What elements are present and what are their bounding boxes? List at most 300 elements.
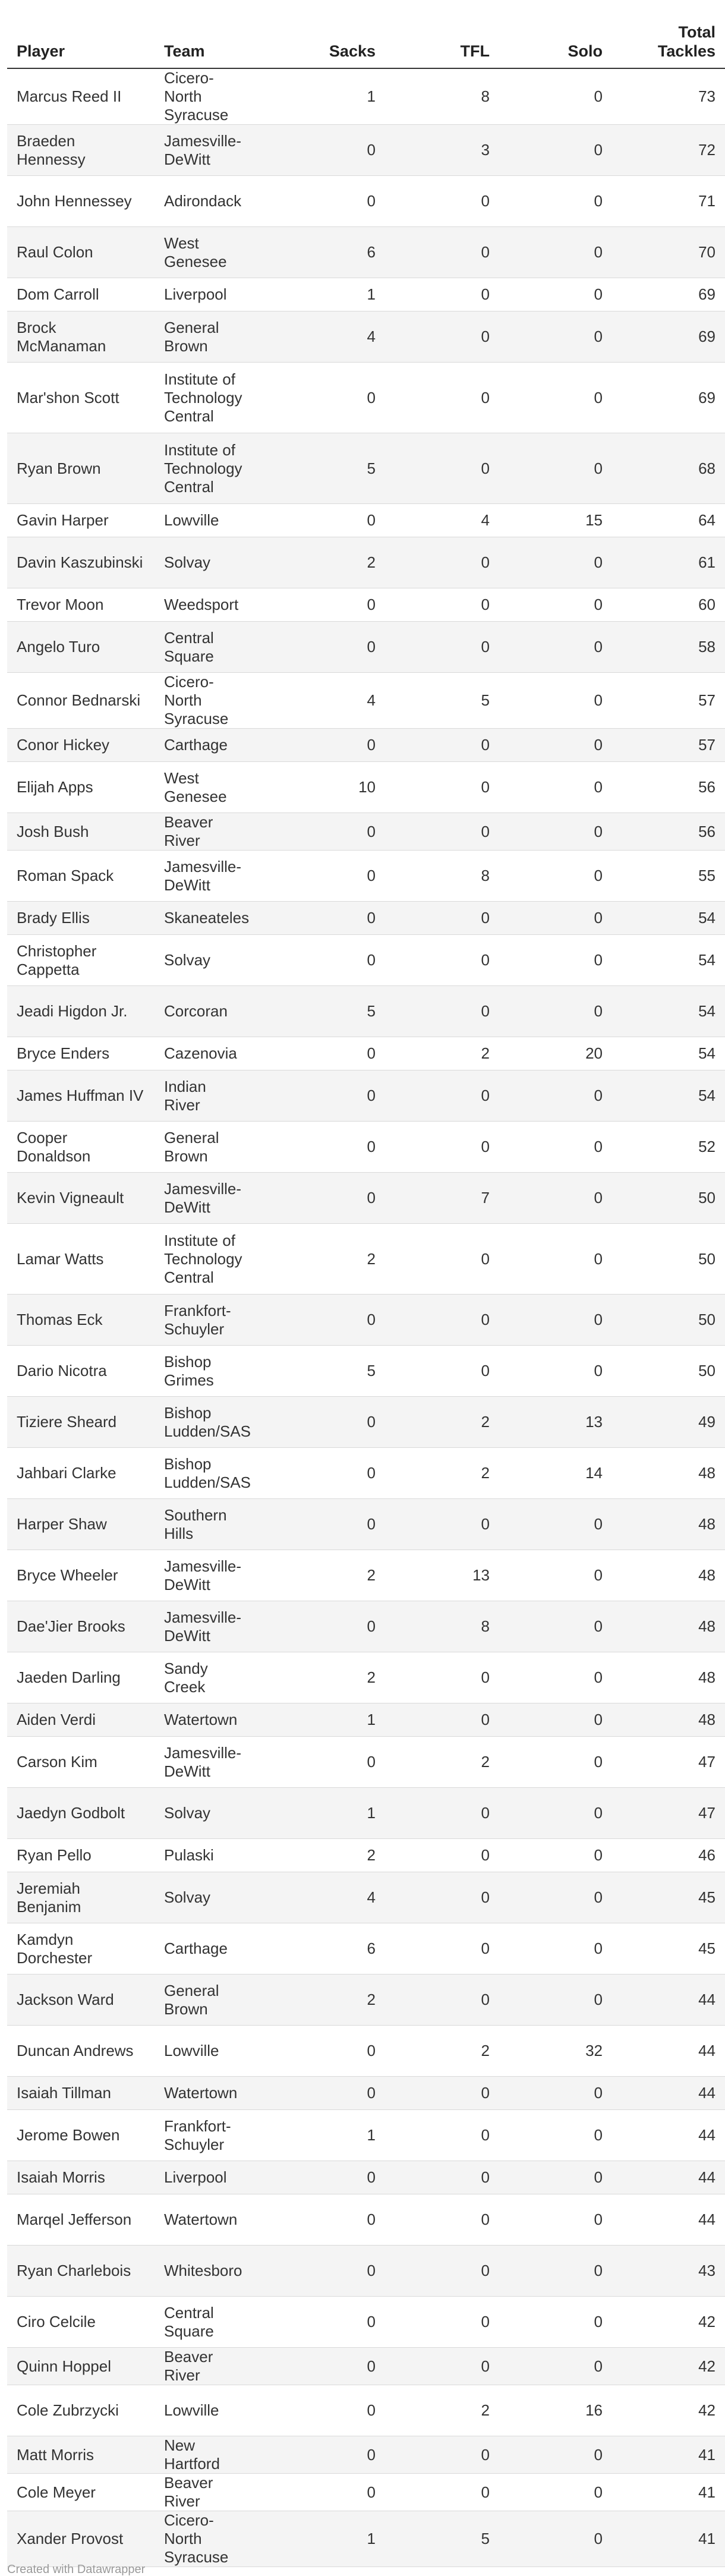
table-row (7, 1499, 725, 1550)
tfl-cell: 0 (385, 2077, 499, 2110)
sacks-cell: 2 (254, 1550, 385, 1601)
sacks-cell: 0 (254, 2077, 385, 2110)
player-cell: Lamar Watts (7, 1224, 155, 1295)
solo-cell: 0 (499, 2348, 612, 2385)
player-cell: Trevor Moon (7, 588, 155, 622)
total-tackles-cell: 72 (612, 125, 725, 176)
sacks-cell: 0 (254, 2297, 385, 2348)
sacks-cell: 2 (254, 1224, 385, 1295)
total-tackles-cell: 48 (612, 1601, 725, 1652)
total-tackles-cell: 55 (612, 851, 725, 902)
solo-cell: 0 (499, 1703, 612, 1737)
tfl-cell: 2 (385, 1037, 499, 1070)
tfl-cell: 0 (385, 2436, 499, 2474)
total-tackles-cell: 57 (612, 729, 725, 762)
sacks-cell: 6 (254, 227, 385, 278)
player-cell: Ciro Celcile (7, 2297, 155, 2348)
team-cell: Sandy Creek (155, 1652, 254, 1703)
team-cell: Jamesville-DeWitt (155, 1550, 254, 1601)
header-sacks[interactable]: Sacks (254, 0, 385, 68)
team-cell: Cicero-North Syracuse (155, 68, 254, 125)
solo-cell: 0 (499, 433, 612, 504)
tfl-cell: 8 (385, 851, 499, 902)
sacks-cell: 0 (254, 851, 385, 902)
tfl-cell: 2 (385, 1397, 499, 1448)
solo-cell: 0 (499, 729, 612, 762)
team-cell: Weedsport (155, 588, 254, 622)
solo-cell: 0 (499, 673, 612, 729)
tfl-cell: 0 (385, 902, 499, 935)
total-tackles-cell: 54 (612, 986, 725, 1037)
tfl-cell: 0 (385, 1070, 499, 1122)
team-cell: Frankfort-Schuyler (155, 2110, 254, 2161)
solo-cell: 0 (499, 813, 612, 851)
sacks-cell: 1 (254, 68, 385, 125)
player-cell: Jahbari Clarke (7, 1448, 155, 1499)
player-cell: Connor Bednarski (7, 673, 155, 729)
table-row (7, 1974, 725, 2026)
team-cell: Liverpool (155, 2161, 254, 2194)
total-tackles-cell: 56 (612, 762, 725, 813)
header-tfl[interactable]: TFL (385, 0, 499, 68)
table-row (7, 1346, 725, 1397)
total-tackles-cell: 48 (612, 1652, 725, 1703)
solo-cell: 0 (499, 1499, 612, 1550)
tfl-cell: 13 (385, 1550, 499, 1601)
team-cell: Watertown (155, 1703, 254, 1737)
table-row (7, 1923, 725, 1974)
table-row (7, 227, 725, 278)
table-row (7, 504, 725, 537)
team-cell: Skaneateles (155, 902, 254, 935)
header-player[interactable]: Player (7, 0, 155, 68)
team-cell: Beaver River (155, 2348, 254, 2385)
solo-cell: 0 (499, 851, 612, 902)
solo-cell: 0 (499, 902, 612, 935)
team-cell: Bishop Ludden/SAS (155, 1397, 254, 1448)
player-cell: Tiziere Sheard (7, 1397, 155, 1448)
solo-cell: 0 (499, 537, 612, 588)
player-cell: Jerome Bowen (7, 2110, 155, 2161)
player-cell: Ryan Charlebois (7, 2246, 155, 2297)
sacks-cell: 0 (254, 1397, 385, 1448)
table-row (7, 363, 725, 433)
total-tackles-cell: 57 (612, 673, 725, 729)
table-body (7, 68, 725, 2567)
player-cell: Jeadi Higdon Jr. (7, 986, 155, 1037)
sacks-cell: 6 (254, 1923, 385, 1974)
total-tackles-cell: 43 (612, 2246, 725, 2297)
player-cell: Jaeden Darling (7, 1652, 155, 1703)
sacks-cell: 0 (254, 2348, 385, 2385)
total-tackles-cell: 69 (612, 278, 725, 311)
table-row (7, 762, 725, 813)
tfl-cell: 0 (385, 935, 499, 986)
total-tackles-cell: 49 (612, 1397, 725, 1448)
team-cell: Bishop Grimes (155, 1346, 254, 1397)
table-row (7, 2511, 725, 2567)
table-row (7, 1397, 725, 1448)
team-cell: Solvay (155, 1872, 254, 1923)
sacks-cell: 5 (254, 433, 385, 504)
player-cell: Cooper Donaldson (7, 1122, 155, 1173)
table-row (7, 1070, 725, 1122)
table-row (7, 537, 725, 588)
solo-cell: 0 (499, 176, 612, 227)
sacks-cell: 0 (254, 1122, 385, 1173)
total-tackles-cell: 71 (612, 176, 725, 227)
header-total-tackles[interactable] (612, 0, 725, 68)
total-tackles-cell: 42 (612, 2385, 725, 2436)
solo-cell: 0 (499, 2194, 612, 2246)
table-row (7, 1224, 725, 1295)
player-cell: Marcus Reed II (7, 68, 155, 125)
team-cell: General Brown (155, 1974, 254, 2026)
total-tackles-cell: 54 (612, 902, 725, 935)
solo-cell: 0 (499, 2246, 612, 2297)
team-cell: Cicero-North Syracuse (155, 2511, 254, 2567)
stats-table-container (7, 0, 725, 2567)
team-cell: Cicero-North Syracuse (155, 673, 254, 729)
total-tackles-cell: 50 (612, 1346, 725, 1397)
player-cell: Bryce Enders (7, 1037, 155, 1070)
player-cell: Carson Kim (7, 1737, 155, 1788)
total-tackles-cell: 48 (612, 1550, 725, 1601)
tfl-cell: 0 (385, 311, 499, 363)
total-tackles-cell: 50 (612, 1224, 725, 1295)
solo-cell: 0 (499, 2110, 612, 2161)
solo-cell: 16 (499, 2385, 612, 2436)
header-team[interactable]: Team (155, 0, 254, 68)
tfl-cell: 0 (385, 2110, 499, 2161)
table-row (7, 2026, 725, 2077)
player-cell: Josh Bush (7, 813, 155, 851)
team-cell: Watertown (155, 2194, 254, 2246)
solo-cell: 0 (499, 227, 612, 278)
player-cell: Marqel Jefferson (7, 2194, 155, 2246)
solo-cell: 0 (499, 1652, 612, 1703)
sacks-cell: 0 (254, 813, 385, 851)
sacks-cell: 2 (254, 1652, 385, 1703)
player-cell: Dario Nicotra (7, 1346, 155, 1397)
tfl-cell: 0 (385, 1839, 499, 1872)
player-cell: Jaedyn Godbolt (7, 1788, 155, 1839)
sacks-cell: 1 (254, 1788, 385, 1839)
sacks-cell: 0 (254, 363, 385, 433)
table-row (7, 2194, 725, 2246)
total-tackles-cell: 48 (612, 1499, 725, 1550)
player-cell: Duncan Andrews (7, 2026, 155, 2077)
total-tackles-cell: 70 (612, 227, 725, 278)
total-tackles-cell: 54 (612, 1037, 725, 1070)
total-tackles-cell: 44 (612, 2026, 725, 2077)
player-cell: Davin Kaszubinski (7, 537, 155, 588)
solo-cell: 0 (499, 2161, 612, 2194)
tfl-cell: 0 (385, 363, 499, 433)
total-tackles-cell: 42 (612, 2348, 725, 2385)
tfl-cell: 0 (385, 176, 499, 227)
sacks-cell: 0 (254, 1173, 385, 1224)
solo-cell: 0 (499, 125, 612, 176)
total-tackles-cell: 47 (612, 1737, 725, 1788)
sacks-cell: 0 (254, 902, 385, 935)
player-cell: Harper Shaw (7, 1499, 155, 1550)
total-tackles-cell: 73 (612, 68, 725, 125)
table-row (7, 902, 725, 935)
table-row (7, 1737, 725, 1788)
total-tackles-cell: 50 (612, 1295, 725, 1346)
team-cell: Jamesville-DeWitt (155, 125, 254, 176)
table-row (7, 433, 725, 504)
table-row (7, 673, 725, 729)
tfl-cell: 0 (385, 622, 499, 673)
solo-cell: 0 (499, 1839, 612, 1872)
table-row (7, 1601, 725, 1652)
tfl-cell: 0 (385, 1788, 499, 1839)
solo-cell: 15 (499, 504, 612, 537)
total-tackles-cell: 69 (612, 363, 725, 433)
table-row (7, 2385, 725, 2436)
player-cell: Braeden Hennessy (7, 125, 155, 176)
tfl-cell: 8 (385, 1601, 499, 1652)
total-tackles-cell: 48 (612, 1703, 725, 1737)
solo-cell: 0 (499, 2511, 612, 2567)
table-row (7, 2077, 725, 2110)
sacks-cell: 0 (254, 1037, 385, 1070)
total-tackles-cell: 44 (612, 2194, 725, 2246)
solo-cell: 0 (499, 278, 612, 311)
total-tackles-cell: 44 (612, 2077, 725, 2110)
team-cell: Lowville (155, 504, 254, 537)
table-row (7, 2161, 725, 2194)
table-row (7, 2110, 725, 2161)
table-row (7, 2297, 725, 2348)
table-row (7, 68, 725, 125)
tfl-cell: 2 (385, 2026, 499, 2077)
player-cell: Ryan Brown (7, 433, 155, 504)
solo-cell: 0 (499, 1122, 612, 1173)
player-cell: Kamdyn Dorchester (7, 1923, 155, 1974)
tfl-cell: 0 (385, 588, 499, 622)
tfl-cell: 4 (385, 504, 499, 537)
table-row (7, 1122, 725, 1173)
team-cell: Carthage (155, 1923, 254, 1974)
team-cell: Watertown (155, 2077, 254, 2110)
team-cell: Central Square (155, 2297, 254, 2348)
sacks-cell: 0 (254, 1448, 385, 1499)
team-cell: Solvay (155, 537, 254, 588)
table-row (7, 2246, 725, 2297)
player-cell: Brady Ellis (7, 902, 155, 935)
sacks-cell: 0 (254, 176, 385, 227)
solo-cell: 0 (499, 1224, 612, 1295)
tfl-cell: 0 (385, 227, 499, 278)
team-cell: Frankfort-Schuyler (155, 1295, 254, 1346)
player-cell: Conor Hickey (7, 729, 155, 762)
solo-cell: 0 (499, 68, 612, 125)
sacks-cell: 0 (254, 2474, 385, 2511)
sacks-cell: 0 (254, 125, 385, 176)
sacks-cell: 0 (254, 1737, 385, 1788)
table-row (7, 278, 725, 311)
solo-cell: 0 (499, 363, 612, 433)
sacks-cell: 1 (254, 278, 385, 311)
total-tackles-cell: 48 (612, 1448, 725, 1499)
table-row (7, 125, 725, 176)
solo-cell: 0 (499, 311, 612, 363)
sacks-cell: 0 (254, 2246, 385, 2297)
table-row (7, 311, 725, 363)
sacks-cell: 4 (254, 1872, 385, 1923)
team-cell: Whitesboro (155, 2246, 254, 2297)
tfl-cell: 0 (385, 1923, 499, 1974)
team-cell: Lowville (155, 2026, 254, 2077)
sacks-cell: 1 (254, 2110, 385, 2161)
sacks-cell: 1 (254, 1703, 385, 1737)
sacks-cell: 2 (254, 537, 385, 588)
table-row (7, 176, 725, 227)
table-row (7, 813, 725, 851)
table-row (7, 2474, 725, 2511)
player-cell: Thomas Eck (7, 1295, 155, 1346)
total-tackles-cell: 50 (612, 1173, 725, 1224)
sacks-cell: 0 (254, 2026, 385, 2077)
sacks-cell: 0 (254, 2385, 385, 2436)
total-tackles-cell: 54 (612, 935, 725, 986)
total-tackles-cell: 69 (612, 311, 725, 363)
team-cell: Jamesville-DeWitt (155, 1737, 254, 1788)
team-cell: General Brown (155, 1122, 254, 1173)
tfl-cell: 0 (385, 2161, 499, 2194)
team-cell: Jamesville-DeWitt (155, 1601, 254, 1652)
team-cell: Solvay (155, 1788, 254, 1839)
player-cell: Dom Carroll (7, 278, 155, 311)
datawrapper-credit: Created with Datawrapper (7, 2563, 146, 2576)
table-row (7, 1173, 725, 1224)
player-cell: Gavin Harper (7, 504, 155, 537)
team-cell: West Genesee (155, 762, 254, 813)
table-row (7, 588, 725, 622)
sacks-cell: 0 (254, 935, 385, 986)
sacks-cell: 4 (254, 673, 385, 729)
sacks-cell: 0 (254, 2161, 385, 2194)
sacks-cell: 5 (254, 986, 385, 1037)
solo-cell: 0 (499, 1346, 612, 1397)
tfl-cell: 0 (385, 537, 499, 588)
header-row (7, 0, 725, 68)
solo-cell: 13 (499, 1397, 612, 1448)
team-cell: Central Square (155, 622, 254, 673)
tfl-cell: 2 (385, 1737, 499, 1788)
player-cell: Bryce Wheeler (7, 1550, 155, 1601)
sacks-cell: 0 (254, 1070, 385, 1122)
total-tackles-cell: 41 (612, 2474, 725, 2511)
team-cell: Institute of Technology Central (155, 363, 254, 433)
tackles-table (7, 0, 725, 2567)
solo-cell: 0 (499, 1601, 612, 1652)
sacks-cell: 0 (254, 1499, 385, 1550)
solo-cell: 0 (499, 1737, 612, 1788)
table-row (7, 622, 725, 673)
solo-cell: 0 (499, 986, 612, 1037)
solo-cell: 0 (499, 2077, 612, 2110)
player-cell: Jackson Ward (7, 1974, 155, 2026)
tfl-cell: 3 (385, 125, 499, 176)
tfl-cell: 0 (385, 1499, 499, 1550)
player-cell: Christopher Cappetta (7, 935, 155, 986)
table-row (7, 1448, 725, 1499)
tfl-cell: 0 (385, 813, 499, 851)
tfl-cell: 0 (385, 762, 499, 813)
player-cell: Matt Morris (7, 2436, 155, 2474)
total-tackles-cell: 61 (612, 537, 725, 588)
player-cell: James Huffman IV (7, 1070, 155, 1122)
table-row (7, 1295, 725, 1346)
total-tackles-cell: 60 (612, 588, 725, 622)
tfl-cell: 0 (385, 1122, 499, 1173)
tfl-cell: 0 (385, 1295, 499, 1346)
team-cell: New Hartford (155, 2436, 254, 2474)
table-row (7, 2348, 725, 2385)
player-cell: Jeremiah Benjanim (7, 1872, 155, 1923)
table-row (7, 1652, 725, 1703)
total-tackles-cell: 42 (612, 2297, 725, 2348)
total-tackles-cell: 41 (612, 2511, 725, 2567)
team-cell: West Genesee (155, 227, 254, 278)
tfl-cell: 0 (385, 1974, 499, 2026)
total-tackles-cell: 68 (612, 433, 725, 504)
sacks-cell: 2 (254, 1974, 385, 2026)
team-cell: Indian River (155, 1070, 254, 1122)
tfl-cell: 0 (385, 278, 499, 311)
team-cell: General Brown (155, 311, 254, 363)
player-cell: Dae'Jier Brooks (7, 1601, 155, 1652)
team-cell: Jamesville-DeWitt (155, 851, 254, 902)
tfl-cell: 0 (385, 986, 499, 1037)
total-tackles-cell: 46 (612, 1839, 725, 1872)
header-solo[interactable]: Solo (499, 0, 612, 68)
tfl-cell: 0 (385, 2194, 499, 2246)
sacks-cell: 0 (254, 1601, 385, 1652)
team-cell: Cazenovia (155, 1037, 254, 1070)
sacks-cell: 0 (254, 729, 385, 762)
player-cell: Brock McManaman (7, 311, 155, 363)
team-cell: Solvay (155, 935, 254, 986)
table-header (7, 0, 725, 68)
table-row (7, 935, 725, 986)
solo-cell: 0 (499, 1923, 612, 1974)
header-total-tackles-text: Total Tackles (657, 23, 715, 60)
solo-cell: 20 (499, 1037, 612, 1070)
player-cell: Quinn Hoppel (7, 2348, 155, 2385)
table-row (7, 1788, 725, 1839)
table-row (7, 2436, 725, 2474)
solo-cell: 0 (499, 1788, 612, 1839)
total-tackles-cell: 45 (612, 1923, 725, 1974)
tfl-cell: 2 (385, 1448, 499, 1499)
tfl-cell: 0 (385, 729, 499, 762)
tfl-cell: 0 (385, 1703, 499, 1737)
solo-cell: 0 (499, 1295, 612, 1346)
tfl-cell: 0 (385, 1224, 499, 1295)
total-tackles-cell: 54 (612, 1070, 725, 1122)
player-cell: Mar'shon Scott (7, 363, 155, 433)
solo-cell: 0 (499, 2474, 612, 2511)
tfl-cell: 0 (385, 433, 499, 504)
player-cell: Isaiah Tillman (7, 2077, 155, 2110)
total-tackles-cell: 64 (612, 504, 725, 537)
table-row (7, 1703, 725, 1737)
